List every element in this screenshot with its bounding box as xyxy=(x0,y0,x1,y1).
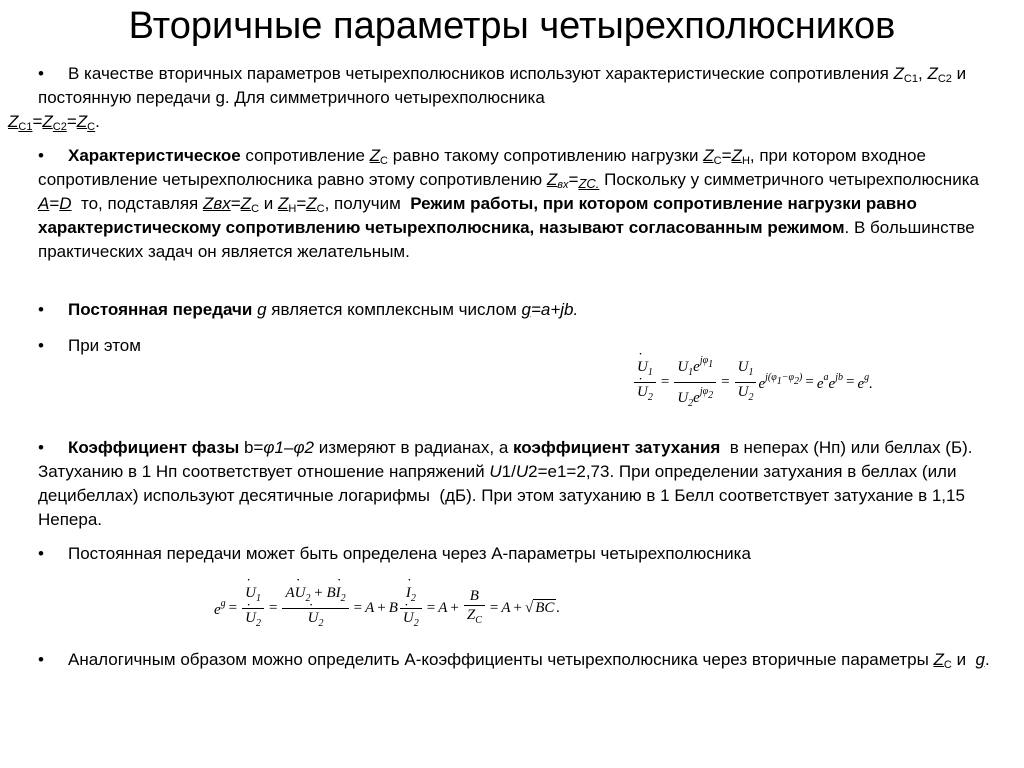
equals: = xyxy=(296,194,307,213)
bullet-phase-attenuation xyxy=(38,436,998,532)
var-z: Z xyxy=(703,146,714,165)
equals: = xyxy=(66,112,77,131)
sqrt: √ BC xyxy=(524,600,555,616)
text: и постоянную передачи g. Для симметричного четырехполюсника xyxy=(38,64,971,107)
equals: = xyxy=(660,374,670,390)
sub-c: C xyxy=(380,155,388,167)
bullet-marker: • xyxy=(38,438,44,457)
sub-vx: вх xyxy=(557,179,569,191)
var-z: Z xyxy=(42,112,53,131)
bold-term: Коэффициент фазы xyxy=(68,438,240,457)
phi2: φ2 xyxy=(293,438,314,457)
sub-c: C xyxy=(87,121,96,133)
var-z: Z xyxy=(731,146,742,165)
var-a: A xyxy=(38,194,50,213)
text: Поскольку у симметричного четырехполюсника xyxy=(599,170,984,189)
paragraph xyxy=(8,62,998,134)
paragraph xyxy=(38,648,998,672)
bullet-analogous xyxy=(38,648,998,672)
bullet-marker: • xyxy=(38,300,44,319)
bold-definition: Режим работы, при котором сопротивление нагрузки равно характеристическому сопротивлению четырехполюсника, называют согласованным режимом xyxy=(38,194,917,237)
equals: = xyxy=(721,146,732,165)
bullet-marker: • xyxy=(38,650,44,669)
var-z: Z xyxy=(240,194,252,213)
exp: $e^{j(\varphi 1-\varphi 2)}$ xyxy=(758,372,803,392)
var-z: Z xyxy=(893,64,904,83)
period: . xyxy=(95,112,100,131)
var-g: g xyxy=(257,300,267,319)
equals: = xyxy=(721,374,730,390)
equals: = xyxy=(568,170,579,189)
text: Аналогичным образом можно определить А-коэффициенты четырехполюсника через вторичные параметры xyxy=(68,650,934,669)
var-d: D xyxy=(59,194,72,213)
var-z: Z xyxy=(546,170,558,189)
var-g: g xyxy=(521,300,531,319)
paragraph xyxy=(38,542,998,566)
equals: = xyxy=(230,194,241,213)
var-z: Z xyxy=(76,112,88,131)
sub-c: C xyxy=(316,203,325,215)
fraction: ˙ $I_2$ ˙ $U_2$ xyxy=(400,584,422,633)
text: При этом xyxy=(68,336,141,355)
text: то, подставляя xyxy=(71,194,203,213)
text: , xyxy=(917,64,928,83)
period: . xyxy=(985,650,990,669)
text: , получим xyxy=(324,194,411,213)
text: Постоянная передачи может быть определена через А-параметры четырехполюсника xyxy=(68,544,751,563)
fraction: ˙ $U_1$ ˙ $U_2$ xyxy=(242,584,264,633)
text: 2=e1=2,73. При определении затухания в беллах (или децибеллах) используют десятичные логарифмы (дБ). При этом затуханию в 1 Белл соответствует затухание в 1,15 Непера. xyxy=(38,462,970,529)
var-zvx: Zвх xyxy=(202,194,231,213)
text: В качестве вторичных параметров четырехполюсников используют характеристические сопротивления xyxy=(68,64,894,83)
var-u: U xyxy=(489,462,502,481)
equals: = xyxy=(32,112,43,131)
paragraph xyxy=(38,298,998,322)
text: , при котором входное сопротивление четырехполюсника равно этому сопротивлению xyxy=(38,146,931,189)
sub-c2: C2 xyxy=(937,73,952,85)
sub-h: H xyxy=(741,155,750,167)
bullet-marker: • xyxy=(38,146,44,165)
sub-c: C xyxy=(943,659,952,671)
z-c-tail: ZC. xyxy=(578,176,600,191)
text: b= xyxy=(239,438,264,457)
sub-c: C xyxy=(251,203,260,215)
sub-c1: C1 xyxy=(903,73,918,85)
equals: = xyxy=(805,374,814,390)
fraction: ˙ $U_1$ ˙ $U_2$ xyxy=(634,358,656,407)
text: в неперах (Нп) или беллах (Б). Затуханию в 1 Нп соответствует отношение напряжений xyxy=(38,438,978,481)
bullet-characteristic-resistance xyxy=(38,144,998,264)
text: и xyxy=(951,650,976,669)
var-z: Z xyxy=(933,650,944,669)
exp: $e^g$ xyxy=(214,598,226,618)
equals: = xyxy=(49,194,60,213)
fraction: $\frac{U_1}{U_2}$ xyxy=(735,358,757,407)
fraction: A˙ $U_2$ + B˙ $I_2$ ˙ $U_2$ xyxy=(282,584,348,633)
sub-c2: C2 xyxy=(52,121,67,133)
sub-h: H xyxy=(288,203,297,215)
text: . В большинстве практических задач он является желательным. xyxy=(38,218,980,261)
fraction: $\frac{B}{Z_C}$ xyxy=(464,587,485,630)
text: 1/ xyxy=(501,462,516,481)
var-u: U xyxy=(515,462,529,481)
text: =a+jb. xyxy=(530,300,579,319)
text: измеряют в радианах, а xyxy=(313,438,513,457)
bullet-secondary-params xyxy=(8,62,998,134)
exp: $e^ae^{jb}$ xyxy=(816,372,843,392)
var-z: Z xyxy=(277,194,289,213)
minus: – xyxy=(283,438,294,457)
bullet-via-a-params xyxy=(38,542,998,566)
bullet-marker: • xyxy=(38,336,44,355)
text: является комплексным числом xyxy=(266,300,522,319)
paragraph xyxy=(38,436,998,532)
phi1: φ1 xyxy=(263,438,284,457)
paragraph xyxy=(38,144,998,264)
page-title: Вторичные параметры четырехполюсников xyxy=(128,5,896,47)
bullet-marker: • xyxy=(38,64,44,83)
equals: = xyxy=(845,374,855,390)
exp: $e^g$. xyxy=(857,372,873,392)
bold-term: Постоянная передачи xyxy=(68,300,258,319)
var-z: Z xyxy=(8,112,19,131)
text: равно такому сопротивлению нагрузки xyxy=(388,146,704,165)
bullet-propagation-constant xyxy=(38,298,998,322)
var-z: Z xyxy=(369,146,381,165)
var-z: Z xyxy=(306,194,317,213)
sub-c: C xyxy=(713,155,722,167)
sub-c1: C1 xyxy=(18,121,33,133)
text: сопротивление xyxy=(240,146,370,165)
var-g: g xyxy=(975,650,985,669)
formula-a-params: $e^g$ = ˙ $U_1$ ˙ $U_2$ = A˙ $U_2$ + B˙ $I_2$ ˙ $U_2$ = A + B ˙ $I_2$ ˙ $U_2$ = A + $\frac{B}{Z_C}$ = A + √ BC . xyxy=(214,584,560,633)
formula-voltage-ratio xyxy=(632,352,873,413)
text: и xyxy=(259,194,278,213)
bold-term: Характеристическое xyxy=(68,146,241,165)
bold-term: коэффициент затухания xyxy=(513,438,721,457)
bullet-marker: • xyxy=(38,544,44,563)
fraction: $\frac{U_1e^{j\varphi 1}}{U_2e^{j\varphi 2}}$ xyxy=(674,352,716,413)
var-z: Z xyxy=(927,64,938,83)
